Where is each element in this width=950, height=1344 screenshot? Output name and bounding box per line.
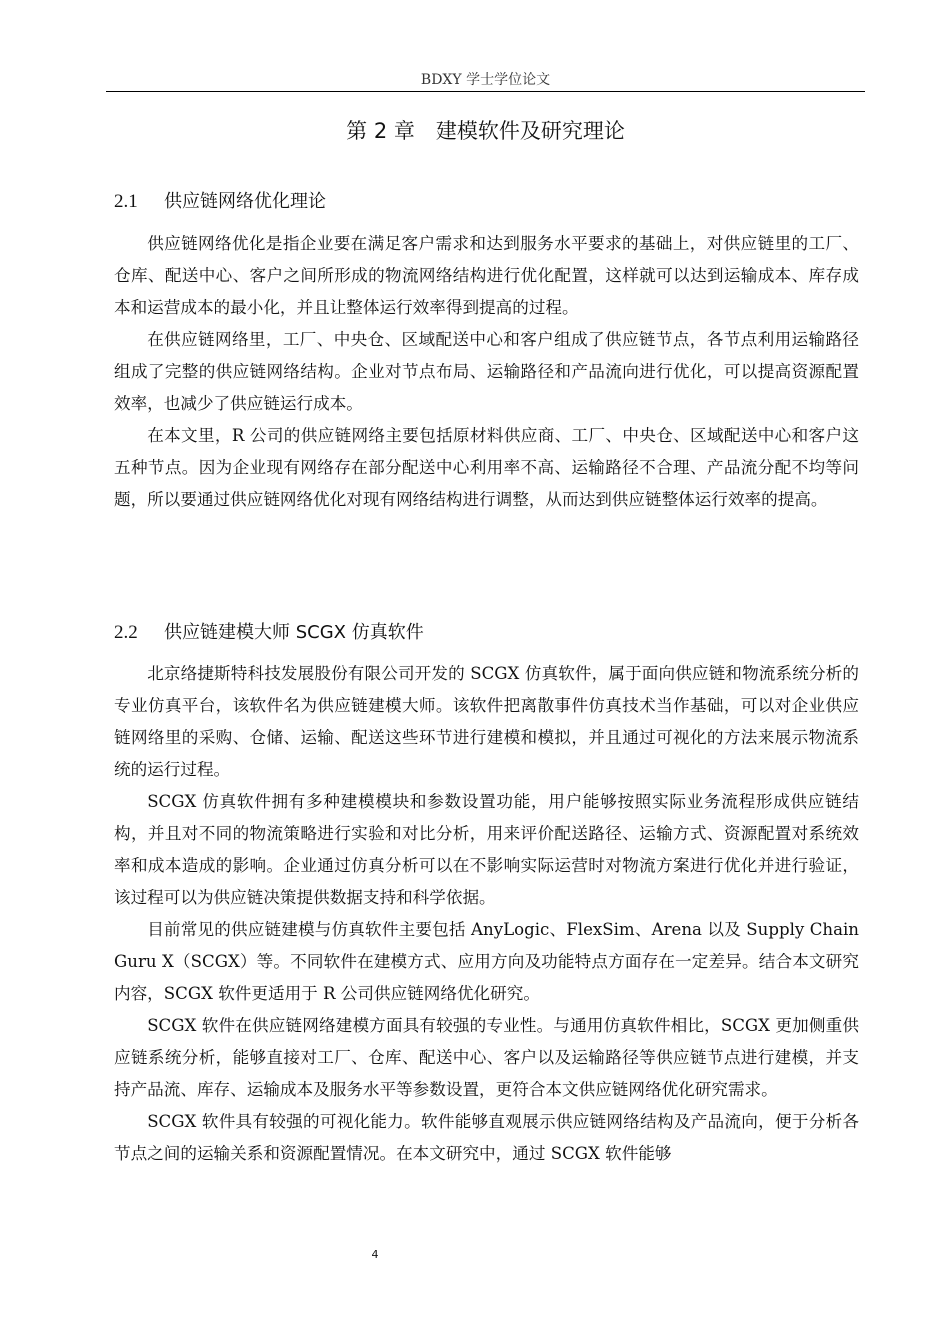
- paragraph: 供应链网络优化是指企业要在满足客户需求和达到服务水平要求的基础上，对供应链里的工厂、仓库、配送中心、客户之间所形成的物流网络结构进行优化配置，这样就可以达到运输成本、库存成本和运营成本的最小化，并且让整体运行效率得到提高的过程。: [114, 234, 859, 317]
- section-number: 2.2: [114, 622, 138, 643]
- section-title: 供应链网络优化理论: [164, 191, 326, 212]
- section-2-1-body: [114, 228, 859, 516]
- section-number: 2.1: [114, 191, 138, 212]
- paragraph: 在供应链网络里，工厂、中央仓、区域配送中心和客户组成了供应链节点，各节点利用运输路径组成了完整的供应链网络结构。企业对节点布局、运输路径和产品流向进行优化，可以提高资源配置效率，也减少了供应链运行成本。: [114, 330, 859, 413]
- chapter-title: 第 2 章 建模软件及研究理论: [346, 119, 625, 143]
- paragraph: SCGX 软件具有较强的可视化能力。软件能够直观展示供应链网络结构及产品流向，便于分析各节点之间的运输关系和资源配置情况。在本文研究中，通过 SCGX 软件能够: [114, 1112, 859, 1163]
- section-heading-2-2: [114, 620, 854, 646]
- paragraph: 目前常见的供应链建模与仿真软件主要包括 AnyLogic、FlexSim、Arena 以及 Supply Chain Guru X（SCGX）等。不同软件在建模方式、应用方向及功能特点方面存在一定差异。结合本文研究内容，SCGX 软件更适用于 R 公司供应链网络优化研究。: [114, 920, 859, 1003]
- paragraph: SCGX 仿真软件拥有多种建模模块和参数设置功能，用户能够按照实际业务流程形成供应链结构，并且对不同的物流策略进行实验和对比分析，用来评价配送路径、运输方式、资源配置对系统效率和成本造成的影响。企业通过仿真分析可以在不影响实际运营时对物流方案进行优化并进行验证，该过程可以为供应链决策提供数据支持和科学依据。: [114, 792, 859, 907]
- page-header: BDXY 学士学位论文: [106, 72, 865, 92]
- paragraph: 北京络捷斯特科技发展股份有限公司开发的 SCGX 仿真软件，属于面向供应链和物流系统分析的专业仿真平台，该软件名为供应链建模大师。该软件把离散事件仿真技术当作基础，可以对企业供应链网络里的采购、仓储、运输、配送这些环节进行建模和模拟，并且通过可视化的方法来展示物流系统的运行过程。: [114, 664, 859, 779]
- section-heading-2-1: [114, 189, 854, 215]
- section-title: 供应链建模大师 SCGX 仿真软件: [164, 622, 424, 643]
- paragraph: 在本文里，R 公司的供应链网络主要包括原材料供应商、工厂、中央仓、区域配送中心和客户这五种节点。因为企业现有网络存在部分配送中心利用率不高、运输路径不合理、产品流分配不均等问题，所以要通过供应链网络优化对现有网络结构进行调整，从而达到供应链整体运行效率的提高。: [114, 426, 859, 509]
- section-2-2-body: [114, 658, 859, 1170]
- paragraph: SCGX 软件在供应链网络建模方面具有较强的专业性。与通用仿真软件相比，SCGX 更加侧重供应链系统分析，能够直接对工厂、仓库、配送中心、客户以及运输路径等供应链节点进行建模，并支持产品流、库存、运输成本及服务水平等参数设置，更符合本文供应链网络优化研究需求。: [114, 1016, 859, 1099]
- page-number: 4: [371, 1248, 379, 1261]
